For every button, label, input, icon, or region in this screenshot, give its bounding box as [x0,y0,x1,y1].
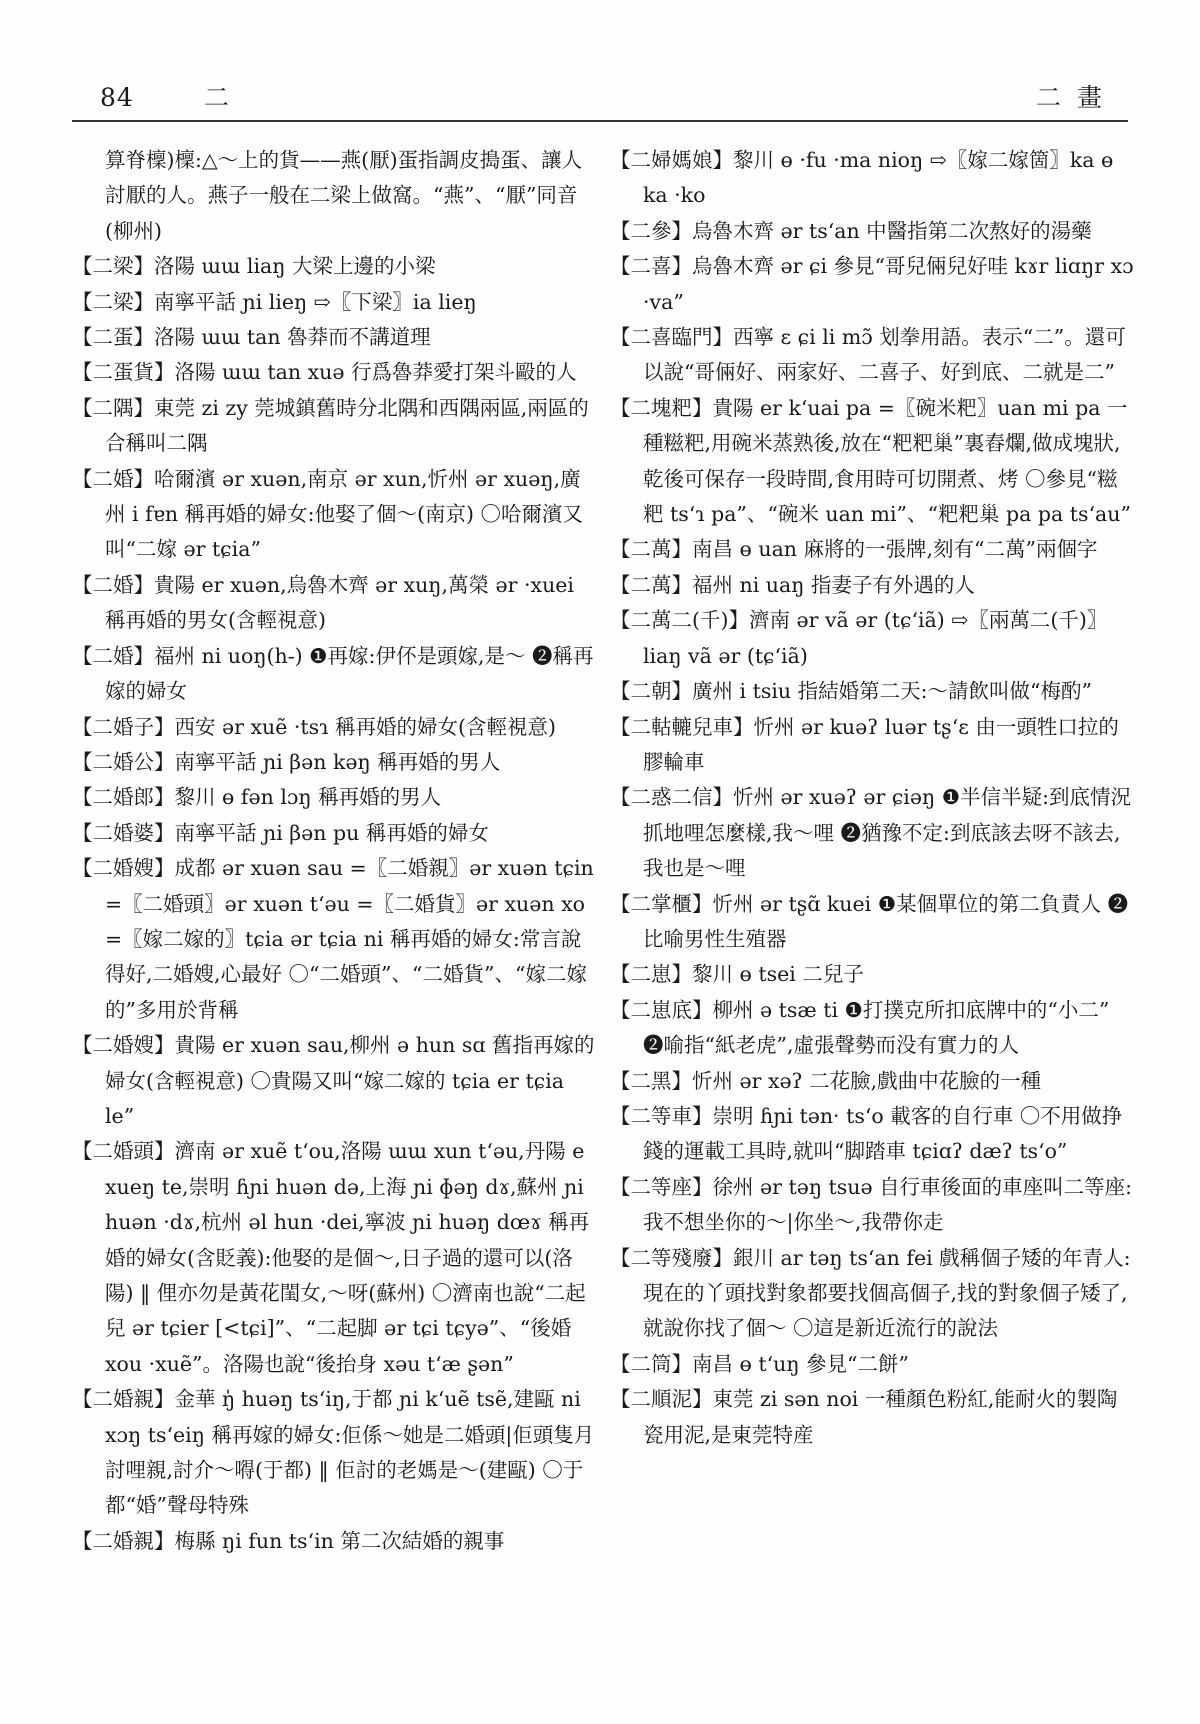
dictionary-entry: 算脊檁)檁:△～上的貨——燕(厭)蛋指調皮搗蛋、讓人討厭的人。燕子一般在二梁上做窩。“燕”、“厭”同音(柳州) [105,148,583,243]
dictionary-entry: 【二喜臨門】西寧 ɛ ɕi li mɔ̃ 划拳用語。表示“二”。還可以說“哥倆好、兩家好、二喜子、好到底、二就是二” [610,325,1126,385]
dictionary-entry: 【二婦媽娘】黎川 ɵ ·fu ·ma nioŋ ⇨〖嫁二嫁箇〗ka ɵ ka ·ko [610,148,1114,208]
dictionary-entry: 【二萬】福州 ni uaŋ 指妻子有外遇的人 [610,572,975,597]
dictionary-entry: 【二軲轆兒車】忻州 ər kuəʔ luər tʂʻɛ 由一頭牲口拉的膠輪車 [610,714,1119,774]
dictionary-entry: 【二婚嫂】成都 ər xuən sau =〖二婚親〗ər xuən tɕin =〖二婚頭〗ər xuən tʻəu =〖二婚貨〗ər xuən xo =〖嫁二嫁的〗tɕia ər tɕia ni 稱再婚的婦女:常言說得好,二婚嫂,心最好 〇“二婚頭”、“二婚貨”、“嫁二嫁的”多用於背稱 [72,856,594,1022]
dictionary-entry: 【二喜】烏魯木齊 ər ɕi 參見“哥兒倆兒好哇 kɤr liɑŋr xɔ ·va” [610,254,1134,314]
dictionary-entry: 【二順泥】東莞 zi sən noi 一種顏色粉紅,能耐火的製陶瓷用泥,是東莞特産 [610,1387,1118,1447]
dictionary-entry: 【二婚親】金華 ŋ̍ huəŋ tsʻiŋ,于都 ɲi kʻuẽ tsẽ,建甌 ni xɔŋ tsʻeiŋ 稱再嫁的婦女:佢係～她是二婚頭|佢頭隻月討哩親,討介～嘚(于都) ‖ 佢討的老媽是～(建甌) 〇于都“婚”聲母特殊 [72,1387,595,1518]
page-header [72,84,1128,112]
left-running-title: 二 [204,83,230,112]
dictionary-entry: 【二萬】南昌 ɵ uan 麻將的一張牌,刻有“二萬”兩個字 [610,537,1098,562]
dictionary-entry: 【二婚子】西安 ər xuẽ ·tsɿ 稱再婚的婦女(含輕視意) [72,714,556,739]
dictionary-entry: 【二婚婆】南寧平話 ɲi βən pu 稱再婚的婦女 [72,820,489,845]
dictionary-entry: 【二婚】哈爾濱 ər xuən,南京 ər xun,忻州 ər xuəŋ,廣州 i fɐn 稱再婚的婦女:他娶了個～(南京) 〇哈爾濱又叫“二嫁 ər tɕia” [72,466,584,562]
dictionary-entry: 【二隅】東莞 zi zy 莞城鎮舊時分北隅和西隅兩區,兩區的合稱叫二隅 [72,395,589,456]
dictionary-entry: 【二萬二(千)】濟南 ər vã ər (tɕʻiã) ⇨〖兩萬二(千)〗liaŋ vã ər (tɕʻiã) [610,608,1108,668]
dictionary-entry: 【二崽底】柳州 ə tsæ ti ❶打撲克所扣底牌中的“小二” ❷喻指“紙老虎”,虛張聲勢而没有實力的人 [610,997,1110,1058]
dictionary-entry: 【二梁】洛陽 ɯɯ liaŋ 大梁上邊的小梁 [72,254,436,279]
dictionary-entry: 【二筒】南昌 ɵ tʻuŋ 參見“二餅” [610,1351,910,1376]
dictionary-entry: 【二等座】徐州 ər təŋ tsuə 自行車後面的車座叫二等座:我不想坐你的～|你坐～,我帶你走 [610,1174,1133,1235]
dictionary-entry: 【二婚親】梅縣 ŋi fun tsʻin 第二次結婚的親事 [72,1528,505,1553]
dictionary-entry: 【二黑】忻州 ər xəʔ 二花臉,戲曲中花臉的一種 [610,1068,1042,1093]
dictionary-entry: 【二婚】福州 ni uoŋ(h-) ❶再嫁:伊伓是頭嫁,是～ ❷稱再嫁的婦女 [72,643,594,704]
dictionary-entry: 【二崽】黎川 ɵ tsei 二兒子 [610,962,864,987]
header-rule [72,120,1128,122]
dictionary-entry: 【二婚郎】黎川 ɵ fən lɔŋ 稱再婚的男人 [72,785,442,810]
dictionary-entry: 【二蛋貨】洛陽 ɯɯ tan xuə 行爲魯莽愛打架斗毆的人 [72,360,577,385]
dictionary-entry: 【二婚公】南寧平話 ɲi βən kəŋ 稱再婚的男人 [72,749,501,774]
dictionary-entry: 【二婚嫂】貴陽 er xuən sau,柳州 ə hun sɑ 舊指再嫁的婦女(含輕視意) 〇貴陽又叫“嫁二嫁的 tɕia er tɕia le” [72,1033,595,1128]
right-column [610,143,1134,1453]
dictionary-entry: 【二惑二信】忻州 ər xuəʔ ər ɕiəŋ ❶半信半疑:到底情況抓地哩怎麼樣,我～哩 ❷猶豫不定:到底該去呀不該去,我也是～哩 [610,785,1131,881]
dictionary-entry: 【二等車】崇明 ɦɲi tən· tsʻo 載客的自行車 〇不用做挣錢的運載工具時,就叫“脚踏車 tɕiɑʔ dæʔ tsʻo” [610,1103,1123,1164]
dictionary-entry: 【二朝】廣州 i tsiu 指結婚第二天:～請飲叫做“梅酌” [610,679,1092,704]
dictionary-entry: 【二蛋】洛陽 ɯɯ tan 魯莽而不講道理 [72,325,431,350]
dictionary-entry: 【二梁】南寧平話 ɲi lieŋ ⇨〖下梁〗ia lieŋ [72,289,477,314]
dictionary-entry: 【二參】烏魯木齊 ər tsʻan 中醫指第二次熬好的湯藥 [610,218,1092,243]
page-number: 84 [100,83,134,112]
dictionary-entry: 【二等殘廢】銀川 ar təŋ tsʻan fei 戲稱個子矮的年青人:現在的丫頭找對象都要找個高個子,找的對象個子矮了,就說你找了個～ 〇這是新近流行的說法 [610,1245,1131,1341]
right-running-title: 二畫 [1035,83,1118,112]
dictionary-entry: 【二婚】貴陽 er xuən,烏魯木齊 ər xuŋ,萬榮 ər ·xuei 稱再婚的男女(含輕視意) [72,572,574,633]
dictionary-entry: 【二婚頭】濟南 ər xuẽ tʻou,洛陽 ɯɯ xun tʻəu,丹陽 e xueŋ te,崇明 ɦɲi huən də,上海 ɲi ɸəŋ dɤ,蘇州 ɲi huən ·dɤ,杭州 əl hun ·dei,寧波 ɲi huəŋ dœɤ 稱再婚的婦女(含貶義):他娶的是個～,日子過的還可以(洛陽) ‖ 俚亦勿是黃花閨女,～呀(蘇州) 〇濟南也說“二起兒 ər tɕier [<tɕi]”、“二起脚 ər tɕi tɕyə”、“後婚 xou ·xuẽ”。洛陽也說“後抬身 xəu tʻæ ʂən” [72,1139,590,1376]
dictionary-entry: 【二塊粑】貴陽 er kʻuai pa =〖碗米粑〗uan mi pa 一種糍粑,用碗米蒸熟後,放在“粑粑巢”裏舂爛,做成塊狀,乾後可保存一段時間,食用時可切開煮、烤 〇參見“糍粑 tsʻɿ pa”、“碗米 uan mi”、“粑粑巢 pa pa tsʻau” [610,395,1131,527]
left-column [72,143,598,1559]
dictionary-entry: 【二掌櫃】忻州 ər tʂɑ̃ kuei ❶某個單位的第二負責人 ❷比喻男性生殖器 [610,891,1129,951]
